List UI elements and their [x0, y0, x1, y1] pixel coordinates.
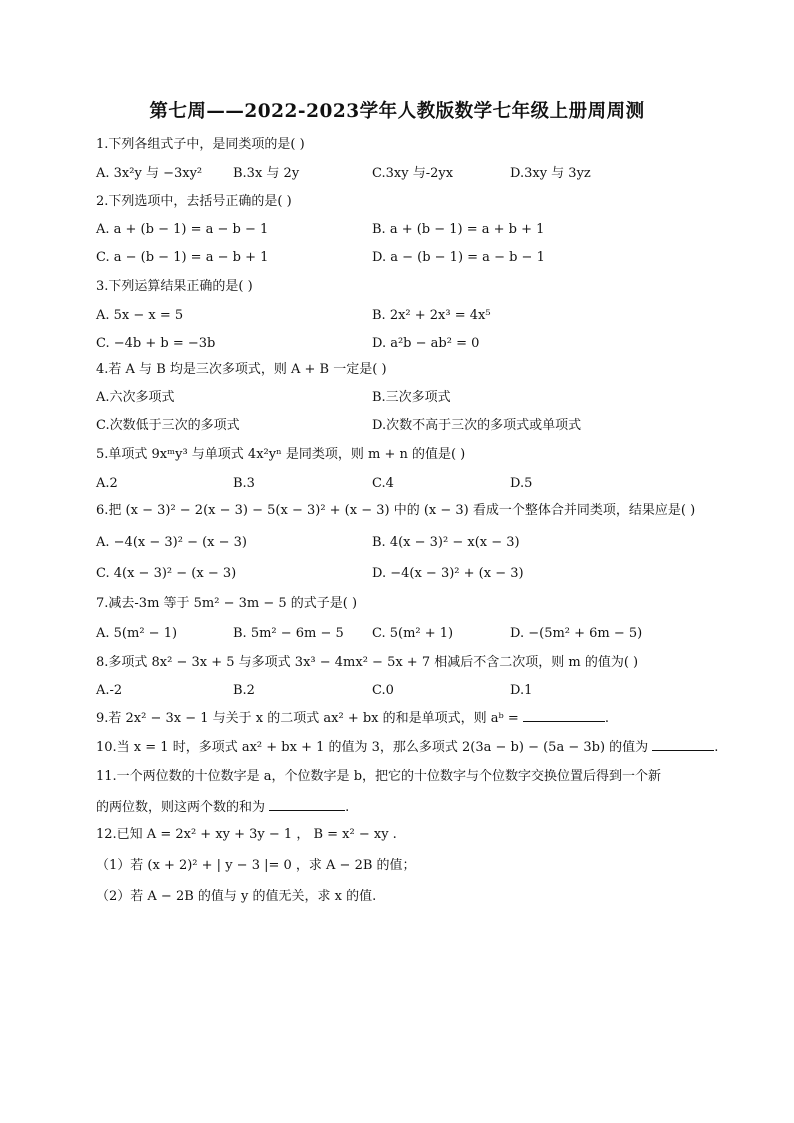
q7-option-a[interactable]: A. 5(m² − 1)	[96, 626, 178, 641]
q6-option-d[interactable]: D. −4(x − 3)² + (x − 3)	[372, 566, 524, 581]
q4-option-b[interactable]: B.三次多项式	[372, 390, 451, 405]
page-title: 第七周——2022-2023学年人教版数学七年级上册周周测	[149, 101, 645, 122]
question-10-stem: 10.当 x = 1 时，多项式 ax² + bx + 1 的值为 3，那么多项式 2(3a − b) − (5a − 3b) 的值为	[96, 740, 649, 755]
q2-option-d[interactable]: D. a − (b − 1) = a − b − 1	[372, 250, 545, 265]
q3-option-d[interactable]: D. a²b − ab² = 0	[372, 336, 480, 351]
question-6-stem: 6.把 (x − 3)² − 2(x − 3) − 5(x − 3)² + (x − 3) 中的 (x − 3) 看成一个整体合并同类项，结果应是( )	[96, 503, 696, 518]
q3-option-c[interactable]: C. −4b + b = −3b	[96, 336, 216, 351]
q5-option-d[interactable]: D.5	[510, 476, 533, 491]
q8-option-c[interactable]: C.0	[372, 683, 394, 698]
q5-option-b[interactable]: B.3	[233, 476, 255, 491]
q4-option-c[interactable]: C.次数低于三次的多项式	[96, 418, 240, 433]
q3-option-a[interactable]: A. 5x − x = 5	[96, 308, 184, 323]
q5-option-a[interactable]: A.2	[96, 476, 118, 491]
question-12-stem: 12.已知 A = 2x² + xy + 3y − 1 ， B = x² − xy .	[96, 827, 397, 842]
question-5-stem: 5.单项式 9xᵐy³ 与单项式 4x²yⁿ 是同类项，则 m + n 的值是( )	[96, 447, 466, 462]
q1-option-b[interactable]: B.3x 与 2y	[233, 166, 300, 181]
q8-option-a[interactable]: A.-2	[96, 683, 123, 698]
q1-option-d[interactable]: D.3xy 与 3yz	[510, 166, 591, 181]
question-8-stem: 8.多项式 8x² − 3x + 5 与多项式 3x³ − 4mx² − 5x + 7 相减后不含二次项，则 m 的值为( )	[96, 655, 639, 670]
q2-option-b[interactable]: B. a + (b − 1) = a + b + 1	[372, 222, 545, 237]
q1-option-c[interactable]: C.3xy 与-2yx	[372, 166, 454, 181]
q9-answer-blank[interactable]	[523, 708, 605, 722]
q6-option-a[interactable]: A. −4(x − 3)² − (x − 3)	[96, 535, 247, 550]
question-12-part-1: （1）若 (x + 2)² + | y − 3 |= 0 ，求 A − 2B 的值；	[96, 858, 416, 873]
q8-option-d[interactable]: D.1	[510, 683, 533, 698]
q4-option-d[interactable]: D.次数不高于三次的多项式或单项式	[372, 418, 582, 433]
question-11-line-1: 11.一个两位数的十位数字是 a，个位数字是 b，把它的十位数字与个位数字交换位置后得到一个新	[96, 769, 662, 784]
q2-option-a[interactable]: A. a + (b − 1) = a − b − 1	[96, 222, 269, 237]
question-11-line-2: 的两位数，则这两个数的和为 .	[96, 797, 349, 817]
question-11-stem-end: 的两位数，则这两个数的和为	[96, 800, 266, 815]
q6-option-b[interactable]: B. 4(x − 3)² − x(x − 3)	[372, 535, 520, 550]
q4-option-a[interactable]: A.六次多项式	[96, 390, 175, 405]
question-9: 9.若 2x² − 3x − 1 与关于 x 的二项式 ax² + bx 的和是单项式，则 aᵇ = .	[96, 708, 609, 728]
q11-answer-blank[interactable]	[269, 797, 345, 811]
q6-option-c[interactable]: C. 4(x − 3)² − (x − 3)	[96, 566, 237, 581]
question-9-stem: 9.若 2x² − 3x − 1 与关于 x 的二项式 ax² + bx 的和是单项式，则 aᵇ =	[96, 711, 519, 726]
q3-option-b[interactable]: B. 2x² + 2x³ = 4x⁵	[372, 308, 491, 323]
question-1-stem: 1.下列各组式子中，是同类项的是( )	[96, 137, 305, 152]
q8-option-b[interactable]: B.2	[233, 683, 255, 698]
q7-option-c[interactable]: C. 5(m² + 1)	[372, 626, 454, 641]
q2-option-c[interactable]: C. a − (b − 1) = a − b + 1	[96, 250, 269, 265]
q5-option-c[interactable]: C.4	[372, 476, 394, 491]
question-7-stem: 7.减去-3m 等于 5m² − 3m − 5 的式子是( )	[96, 596, 358, 611]
question-3-stem: 3.下列运算结果正确的是( )	[96, 279, 253, 294]
question-10: 10.当 x = 1 时，多项式 ax² + bx + 1 的值为 3，那么多项式 2(3a − b) − (5a − 3b) 的值为 .	[96, 737, 718, 757]
q7-option-d[interactable]: D. −(5m² + 6m − 5)	[510, 626, 643, 641]
question-2-stem: 2.下列选项中，去括号正确的是( )	[96, 194, 292, 209]
q10-answer-blank[interactable]	[652, 737, 714, 751]
question-12-part-2: （2）若 A − 2B 的值与 y 的值无关，求 x 的值.	[96, 889, 377, 904]
question-4-stem: 4.若 A 与 B 均是三次多项式，则 A + B 一定是( )	[96, 362, 387, 377]
q7-option-b[interactable]: B. 5m² − 6m − 5	[233, 626, 344, 641]
q1-option-a[interactable]: A. 3x²y 与 −3xy²	[96, 166, 203, 181]
